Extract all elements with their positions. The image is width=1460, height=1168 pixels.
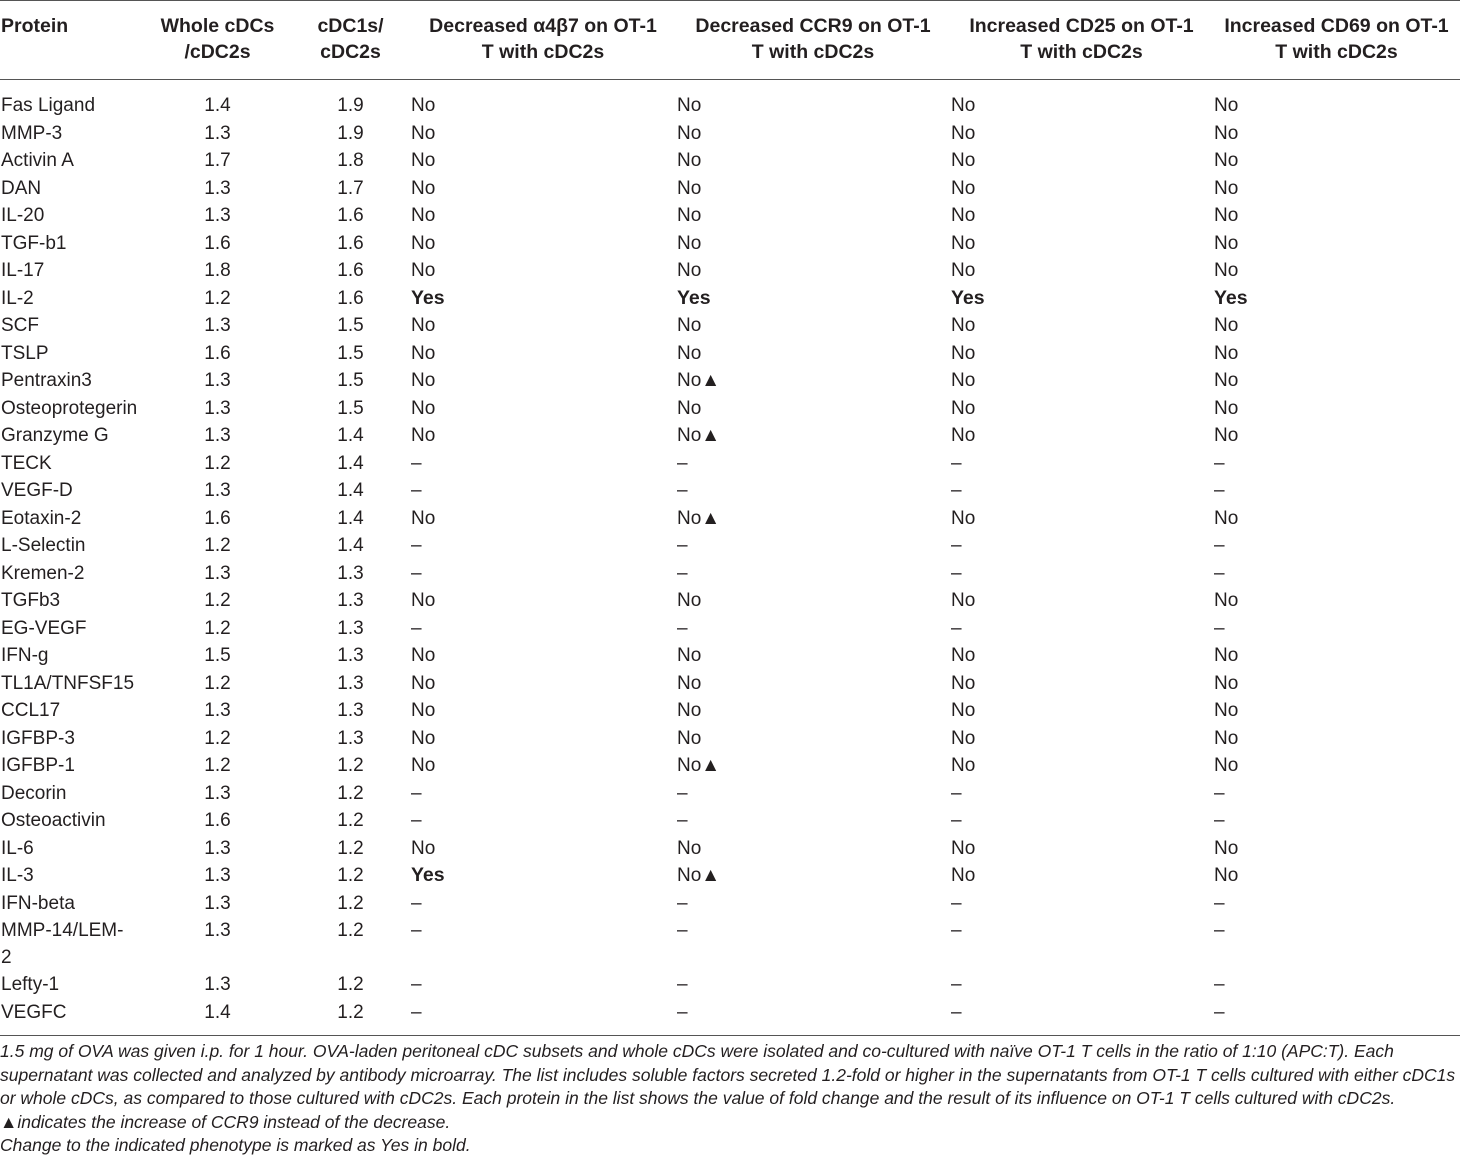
protein-name-cell: Kremen-2 [1, 562, 85, 584]
cdc1s-ratio-cell: 1.2 [337, 892, 364, 914]
phenotype-result-cell: No [677, 672, 702, 694]
whole-cdcs-ratio-cell: 1.2 [204, 535, 231, 556]
phenotype-result-cell: – [677, 452, 688, 474]
phenotype-result-cell: – [411, 1001, 422, 1023]
phenotype-result-cell: No [411, 755, 436, 776]
phenotype-result-cell: Yes [1214, 286, 1248, 309]
table-row [0, 257, 1460, 285]
phenotype-result-cell: No [677, 397, 702, 419]
phenotype-result-cell: No [951, 700, 976, 721]
phenotype-result-cell: No [1214, 315, 1239, 336]
protein-name-cell: IFN-beta [1, 892, 75, 914]
phenotype-result-cell: No [677, 122, 702, 144]
phenotype-result-cell: No [951, 315, 976, 336]
phenotype-result-cell: Yes [411, 864, 445, 886]
protein-name-cell: TGFb3 [1, 590, 61, 611]
cdc1s-ratio-cell: 1.2 [337, 974, 364, 995]
phenotype-result-cell: No▲ [677, 507, 721, 529]
whole-cdcs-ratio-cell: 1.2 [204, 755, 231, 776]
table-row [0, 312, 1460, 340]
whole-cdcs-ratio-cell: 1.2 [204, 672, 231, 694]
phenotype-result-cell: No [1214, 590, 1239, 611]
phenotype-result-cell: No [951, 755, 976, 776]
phenotype-result-cell: No [1214, 370, 1239, 391]
table-row [0, 505, 1460, 533]
protein-name-cell: Eotaxin-2 [1, 507, 82, 529]
phenotype-result-cell: – [411, 617, 422, 639]
table-row [0, 615, 1460, 643]
phenotype-result-cell: No [677, 315, 702, 336]
phenotype-result-cell: – [1214, 974, 1225, 995]
phenotype-result-cell: – [1214, 535, 1225, 556]
phenotype-result-cell: – [677, 480, 688, 501]
phenotype-result-cell: No▲ [677, 755, 721, 776]
cdc1s-ratio-cell: 1.9 [337, 122, 364, 144]
whole-cdcs-ratio-cell: 1.8 [204, 260, 231, 281]
cdc1s-ratio-cell: 1.6 [337, 205, 364, 226]
column-header: Increased CD25 on OT-1 T with cDC2s [969, 15, 1194, 63]
whole-cdcs-ratio-cell: 1.3 [204, 782, 231, 804]
phenotype-result-cell: Yes [951, 286, 985, 309]
phenotype-result-cell: No [951, 837, 976, 859]
phenotype-result-cell: No [411, 232, 436, 254]
phenotype-result-cell: No [677, 342, 702, 364]
protein-name-cell: Lefty-1 [1, 974, 60, 995]
table-row [0, 835, 1460, 863]
phenotype-result-cell: No [411, 315, 436, 336]
phenotype-result-cell: No [951, 150, 976, 171]
whole-cdcs-ratio-cell: 1.2 [204, 287, 231, 309]
cdc1s-ratio-cell: 1.3 [337, 562, 364, 584]
column-header: Whole cDCs /cDC2s [160, 15, 275, 63]
whole-cdcs-ratio-cell: 1.3 [204, 700, 231, 721]
protein-name-cell: IL-2 [1, 287, 34, 309]
phenotype-result-cell: – [411, 782, 422, 804]
table-header [0, 1, 1460, 80]
phenotype-result-cell: No [951, 205, 976, 226]
protein-name-cell: VEGF-D [1, 480, 73, 501]
phenotype-result-cell: – [411, 480, 422, 501]
table-row [0, 917, 1460, 971]
phenotype-result-cell: No [951, 95, 976, 116]
phenotype-result-cell: No [1214, 672, 1239, 694]
phenotype-result-cell: No [677, 205, 702, 226]
phenotype-result-cell: No▲ [677, 370, 721, 391]
cdc1s-ratio-cell: 1.3 [337, 645, 364, 666]
phenotype-result-cell: No [951, 507, 976, 529]
phenotype-result-cell: – [951, 480, 962, 501]
phenotype-result-cell: No [951, 122, 976, 144]
protein-name-cell: L-Selectin [1, 535, 86, 556]
cdc1s-ratio-cell: 1.3 [337, 672, 364, 694]
table-row [0, 395, 1460, 423]
phenotype-result-cell: No [677, 590, 702, 611]
phenotype-result-cell: No [677, 150, 702, 171]
protein-name-cell: Fas Ligand [1, 95, 96, 116]
cdc1s-ratio-cell: 1.2 [337, 920, 364, 941]
phenotype-result-cell: No [1214, 95, 1239, 116]
header-row [0, 1, 1460, 80]
table-row [0, 285, 1460, 313]
phenotype-result-cell: – [411, 920, 422, 941]
column-header: Decreased CCR9 on OT-1 T with cDC2s [695, 15, 931, 63]
phenotype-result-cell: – [677, 974, 688, 995]
phenotype-result-cell: No [951, 672, 976, 694]
table-row [0, 422, 1460, 450]
protein-name-cell: VEGFC [1, 1001, 67, 1023]
phenotype-result-cell: – [951, 562, 962, 584]
phenotype-result-cell: – [951, 1001, 962, 1023]
cdc1s-ratio-cell: 1.5 [337, 315, 364, 336]
phenotype-result-cell: No [411, 672, 436, 694]
table-row [0, 477, 1460, 505]
phenotype-result-cell: No▲ [677, 425, 721, 446]
phenotype-result-cell: – [1214, 892, 1225, 914]
phenotype-result-cell: – [411, 810, 422, 831]
phenotype-result-cell: No [1214, 425, 1239, 446]
table-row [0, 999, 1460, 1036]
column-header: cDC1s/ cDC2s [317, 15, 384, 63]
whole-cdcs-ratio-cell: 1.3 [204, 920, 231, 941]
phenotype-result-cell: – [677, 810, 688, 831]
phenotype-result-cell: No [411, 205, 436, 226]
phenotype-result-cell: No [951, 590, 976, 611]
table-row [0, 120, 1460, 148]
whole-cdcs-ratio-cell: 1.6 [204, 507, 231, 529]
cdc1s-ratio-cell: 1.2 [337, 755, 364, 776]
phenotype-result-cell: No▲ [677, 865, 721, 886]
whole-cdcs-ratio-cell: 1.3 [204, 315, 231, 336]
table-row [0, 890, 1460, 918]
table-row [0, 340, 1460, 368]
column-header: Increased CD69 on OT-1 T with cDC2s [1224, 15, 1449, 63]
phenotype-result-cell: – [411, 535, 422, 556]
cdc1s-ratio-cell: 1.6 [337, 287, 364, 309]
table-row [0, 670, 1460, 698]
phenotype-result-cell: – [1214, 452, 1225, 474]
phenotype-result-cell: No [951, 370, 976, 391]
phenotype-result-cell: No [1214, 865, 1239, 886]
phenotype-result-cell: No [1214, 260, 1239, 281]
phenotype-result-cell: No [411, 95, 436, 116]
phenotype-result-cell: No [411, 425, 436, 446]
phenotype-result-cell: No [411, 590, 436, 611]
phenotype-result-cell: – [677, 782, 688, 804]
cdc1s-ratio-cell: 1.2 [337, 1001, 364, 1023]
protein-name-cell: MMP-3 [1, 122, 63, 144]
phenotype-result-cell: – [951, 892, 962, 914]
protein-name-cell: Osteoactivin [1, 810, 106, 831]
phenotype-result-cell: No [411, 342, 436, 364]
phenotype-result-cell: No [951, 260, 976, 281]
footnote-bold-note: Change to the indicated phenotype is marked as Yes in bold. [0, 1135, 471, 1155]
table-row [0, 230, 1460, 258]
whole-cdcs-ratio-cell: 1.3 [204, 425, 231, 446]
cdc1s-ratio-cell: 1.2 [337, 810, 364, 831]
cdc1s-ratio-cell: 1.3 [337, 617, 364, 639]
whole-cdcs-ratio-cell: 1.2 [204, 727, 231, 749]
phenotype-result-cell: Yes [677, 286, 711, 309]
table-row [0, 450, 1460, 478]
cdc1s-ratio-cell: 1.5 [337, 397, 364, 419]
cdc1s-ratio-cell: 1.2 [337, 837, 364, 859]
table-row [0, 807, 1460, 835]
cdc1s-ratio-cell: 1.9 [337, 95, 364, 116]
whole-cdcs-ratio-cell: 1.5 [204, 645, 231, 666]
whole-cdcs-ratio-cell: 1.3 [204, 122, 231, 144]
phenotype-result-cell: – [677, 562, 688, 584]
protein-name-cell: TECK [1, 452, 52, 474]
phenotype-result-cell: – [1214, 617, 1225, 639]
phenotype-result-cell: – [951, 782, 962, 804]
phenotype-result-cell: – [951, 452, 962, 474]
phenotype-result-cell: No [1214, 700, 1239, 721]
cdc1s-ratio-cell: 1.4 [337, 535, 364, 556]
cdc1s-ratio-cell: 1.2 [337, 782, 364, 804]
phenotype-result-cell: No [411, 122, 436, 144]
cdc1s-ratio-cell: 1.8 [337, 150, 364, 171]
phenotype-result-cell: No [411, 700, 436, 721]
phenotype-result-cell: No [677, 177, 702, 199]
phenotype-result-cell: No [951, 177, 976, 199]
phenotype-result-cell: No [951, 645, 976, 666]
protein-name-cell: Activin A [1, 150, 74, 171]
phenotype-result-cell: No [951, 727, 976, 749]
phenotype-result-cell: No [411, 837, 436, 859]
cdc1s-ratio-cell: 1.4 [337, 452, 364, 474]
phenotype-result-cell: – [951, 617, 962, 639]
protein-name-cell: Granzyme G [1, 425, 109, 446]
phenotype-result-cell: – [677, 920, 688, 941]
phenotype-result-cell: No [1214, 507, 1239, 529]
table-row [0, 752, 1460, 780]
phenotype-result-cell: No [677, 645, 702, 666]
whole-cdcs-ratio-cell: 1.2 [204, 617, 231, 639]
table-row [0, 642, 1460, 670]
protein-name-cell: Decorin [1, 782, 67, 804]
phenotype-result-cell: – [677, 617, 688, 639]
phenotype-result-cell: No [411, 370, 436, 391]
phenotype-result-cell: No [411, 645, 436, 666]
phenotype-result-cell: No [411, 260, 436, 281]
phenotype-result-cell: – [677, 535, 688, 556]
phenotype-result-cell: No [411, 397, 436, 419]
phenotype-result-cell: No [411, 177, 436, 199]
protein-name-cell: Osteoprotegerin [1, 397, 138, 419]
phenotype-result-cell: – [411, 892, 422, 914]
table-row [0, 587, 1460, 615]
whole-cdcs-ratio-cell: 1.3 [204, 865, 231, 886]
phenotype-result-cell: – [1214, 782, 1225, 804]
phenotype-result-cell: No [411, 507, 436, 529]
whole-cdcs-ratio-cell: 1.4 [204, 95, 231, 116]
cdc1s-ratio-cell: 1.6 [337, 260, 364, 281]
table-row [0, 971, 1460, 999]
column-header: Decreased α4β7 on OT-1 T with cDC2s [429, 15, 657, 63]
phenotype-result-cell: No [951, 232, 976, 254]
footnote-methods: 1.5 mg of OVA was given i.p. for 1 hour. OVA-laden peritoneal cDC subsets and whole cDCs were isolated and co-cultured with naïve OT-1 T cells in the ratio of 1:10 (APC:T). Each supernatant was collected and analyzed by antibody microarray. The list includes soluble factors secreted 1.2-fold or higher in the supernatants from OT-1 T cells cultured with either cDC1s or whole cDCs, as compared to those cultured with cDC2s. Each protein in the list shows the value of fold change and the result of its influence on OT-1 T cells cultured with cDC2s. [0, 1041, 1456, 1108]
cdc1s-ratio-cell: 1.6 [337, 232, 364, 254]
phenotype-result-cell: – [951, 974, 962, 995]
table-row [0, 532, 1460, 560]
whole-cdcs-ratio-cell: 1.7 [204, 150, 231, 171]
whole-cdcs-ratio-cell: 1.3 [204, 370, 231, 391]
phenotype-result-cell: – [951, 920, 962, 941]
phenotype-result-cell: – [677, 892, 688, 914]
cdc1s-ratio-cell: 1.7 [337, 177, 364, 199]
phenotype-result-cell: – [951, 810, 962, 831]
phenotype-result-cell: – [411, 562, 422, 584]
cdc1s-ratio-cell: 1.2 [337, 865, 364, 886]
phenotype-result-cell: No [1214, 397, 1239, 419]
phenotype-result-cell: – [1214, 562, 1225, 584]
phenotype-result-cell: – [951, 535, 962, 556]
whole-cdcs-ratio-cell: 1.3 [204, 397, 231, 419]
whole-cdcs-ratio-cell: 1.6 [204, 810, 231, 831]
whole-cdcs-ratio-cell: 1.3 [204, 837, 231, 859]
protein-name-cell: IL-17 [1, 260, 45, 281]
protein-name-cell: TL1A/TNFSF15 [1, 672, 135, 694]
whole-cdcs-ratio-cell: 1.3 [204, 974, 231, 995]
phenotype-result-cell: – [1214, 480, 1225, 501]
protein-name-cell: IL-3 [1, 865, 34, 886]
whole-cdcs-ratio-cell: 1.3 [204, 205, 231, 226]
phenotype-result-cell: No [677, 232, 702, 254]
whole-cdcs-ratio-cell: 1.2 [204, 452, 231, 474]
table-row [0, 80, 1460, 120]
phenotype-result-cell: No [951, 342, 976, 364]
table-row [0, 725, 1460, 753]
protein-name-cell: TGF-b1 [1, 232, 67, 254]
cdc1s-ratio-cell: 1.3 [337, 590, 364, 611]
protein-name-cell: EG-VEGF [1, 617, 87, 639]
table-row [0, 367, 1460, 395]
phenotype-result-cell: Yes [411, 286, 445, 309]
phenotype-result-cell: No [411, 150, 436, 171]
cdc1s-ratio-cell: 1.4 [337, 425, 364, 446]
phenotype-result-cell: No [677, 700, 702, 721]
protein-name-cell: CCL17 [1, 700, 61, 721]
phenotype-result-cell: No [1214, 122, 1239, 144]
phenotype-result-cell: No [1214, 177, 1239, 199]
phenotype-result-cell: No [1214, 150, 1239, 171]
protein-name-cell: IGFBP-1 [1, 755, 75, 776]
phenotype-result-cell: No [1214, 342, 1239, 364]
phenotype-result-cell: No [951, 425, 976, 446]
whole-cdcs-ratio-cell: 1.6 [204, 232, 231, 254]
phenotype-result-cell: – [411, 974, 422, 995]
table-row [0, 202, 1460, 230]
phenotype-result-cell: No [677, 837, 702, 859]
protein-name-cell: IL-6 [1, 837, 34, 859]
cdc1s-ratio-cell: 1.4 [337, 480, 364, 501]
phenotype-result-cell: No [1214, 645, 1239, 666]
phenotype-result-cell: – [1214, 1001, 1225, 1023]
protein-name-cell: IGFBP-3 [1, 727, 75, 749]
table-row [0, 175, 1460, 203]
column-header: Protein [1, 15, 69, 37]
phenotype-result-cell: No [677, 260, 702, 281]
cdc1s-ratio-cell: 1.3 [337, 700, 364, 721]
table-row [0, 147, 1460, 175]
phenotype-result-cell: – [677, 1001, 688, 1023]
table-body [0, 80, 1460, 1036]
protein-name-cell: TSLP [1, 342, 49, 364]
table-row [0, 780, 1460, 808]
whole-cdcs-ratio-cell: 1.3 [204, 562, 231, 584]
phenotype-result-cell: – [1214, 920, 1225, 941]
phenotype-result-cell: No [677, 95, 702, 116]
whole-cdcs-ratio-cell: 1.3 [204, 177, 231, 199]
protein-name-cell: SCF [1, 315, 39, 336]
table-row [0, 697, 1460, 725]
whole-cdcs-ratio-cell: 1.3 [204, 480, 231, 501]
phenotype-result-cell: No [1214, 232, 1239, 254]
cdc1s-ratio-cell: 1.4 [337, 507, 364, 529]
phenotype-result-cell: – [1214, 810, 1225, 831]
whole-cdcs-ratio-cell: 1.2 [204, 590, 231, 611]
phenotype-result-cell: No [951, 865, 976, 886]
whole-cdcs-ratio-cell: 1.6 [204, 342, 231, 364]
cdc1s-ratio-cell: 1.5 [337, 342, 364, 364]
table-footnote [0, 1040, 1458, 1158]
whole-cdcs-ratio-cell: 1.4 [204, 1001, 231, 1023]
phenotype-result-cell: No [1214, 837, 1239, 859]
phenotype-result-cell: No [1214, 205, 1239, 226]
protein-name-cell: IFN-g [1, 645, 49, 666]
protein-name-cell: IL-20 [1, 205, 45, 226]
whole-cdcs-ratio-cell: 1.3 [204, 892, 231, 914]
phenotype-result-cell: No [1214, 727, 1239, 749]
phenotype-result-cell: – [411, 452, 422, 474]
protein-name-cell: MMP-14/LEM- 2 [1, 920, 124, 968]
cdc1s-ratio-cell: 1.3 [337, 727, 364, 749]
cdc1s-ratio-cell: 1.5 [337, 370, 364, 391]
protein-name-cell: DAN [1, 177, 42, 199]
phenotype-result-cell: No [411, 727, 436, 749]
phenotype-result-cell: No [1214, 755, 1239, 776]
table-row [0, 560, 1460, 588]
footnote-triangle-note: ▲indicates the increase of CCR9 instead of the decrease. [0, 1111, 451, 1132]
phenotype-result-cell: No [951, 397, 976, 419]
phenotype-result-cell: No [677, 727, 702, 749]
table-row [0, 862, 1460, 890]
protein-name-cell: Pentraxin3 [1, 370, 92, 391]
